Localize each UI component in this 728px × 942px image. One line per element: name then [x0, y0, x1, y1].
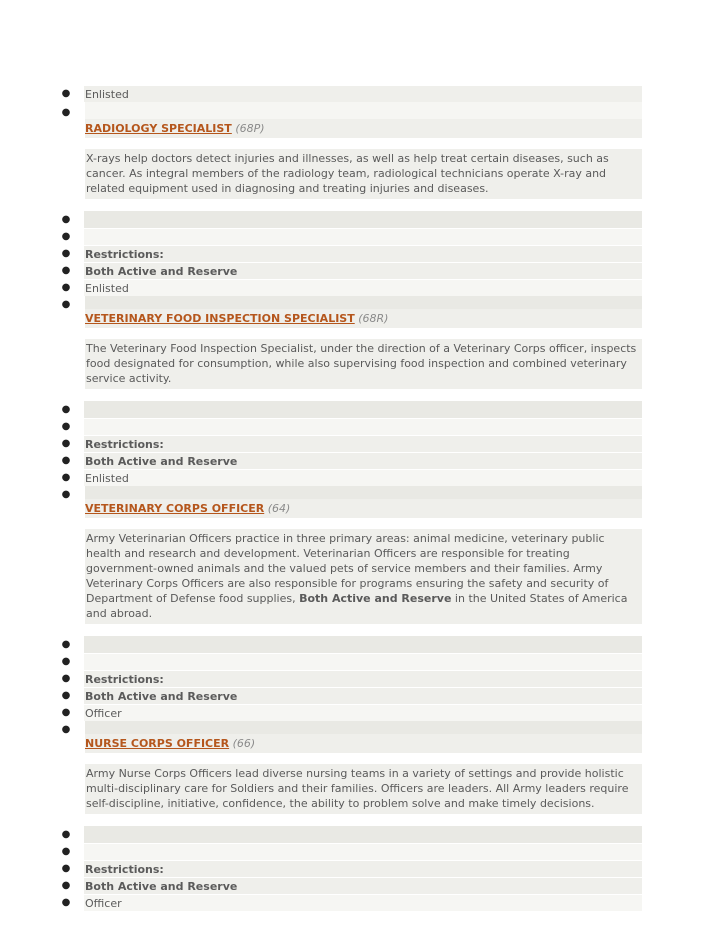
bullet-icon: ●: [61, 299, 71, 310]
career-title: [85, 499, 642, 518]
restrictions-label: Restrictions:: [84, 860, 642, 877]
list-item: [0, 843, 728, 860]
service-type: Both Active and Reserve: [84, 687, 642, 704]
bullet-icon: ●: [61, 107, 71, 118]
career-code: (68R): [358, 312, 389, 325]
list-item: [0, 894, 728, 911]
bullet-icon: ●: [61, 656, 71, 667]
career-description: The Veterinary Food Inspection Specialist, under the direction of a Veterinary Corps officer, inspects food designated for consumption, while also supervising food inspection and combined veterinary service activity.: [85, 339, 642, 389]
bullet-icon: ●: [61, 880, 71, 891]
career-code: (64): [267, 502, 291, 515]
bullet-icon: ●: [61, 88, 71, 99]
list-item: [0, 245, 728, 262]
service-type: Both Active and Reserve: [84, 452, 642, 469]
bullet-icon: ●: [61, 455, 71, 466]
category-text: Enlisted: [84, 469, 642, 486]
bullet-icon: ●: [61, 863, 71, 874]
bullet-icon: ●: [61, 897, 71, 908]
category-text: Enlisted: [84, 279, 642, 296]
list-item: [0, 469, 728, 486]
career-title-link[interactable]: VETERINARY FOOD INSPECTION SPECIALIST: [85, 312, 355, 325]
career-title-link[interactable]: RADIOLOGY SPECIALIST: [85, 122, 232, 135]
bullet-icon: ●: [61, 421, 71, 432]
list-item: [0, 452, 728, 469]
list-item: [0, 211, 728, 228]
bullet-icon: ●: [61, 846, 71, 857]
career-title: [85, 734, 642, 753]
career-entry: [0, 296, 728, 401]
career-description: [85, 529, 642, 624]
bullet-icon: ●: [61, 472, 71, 483]
career-entry: [0, 486, 728, 636]
career-list: [0, 85, 728, 911]
restrictions-label: Restrictions:: [84, 435, 642, 452]
category-text: Officer: [84, 704, 642, 721]
bullet-icon: ●: [61, 639, 71, 650]
list-item: [0, 877, 728, 894]
restrictions-label: Restrictions:: [84, 670, 642, 687]
career-title-link[interactable]: NURSE CORPS OFFICER: [85, 737, 230, 750]
list-item: [0, 670, 728, 687]
bullet-icon: ●: [61, 282, 71, 293]
bullet-icon: ●: [61, 724, 71, 735]
career-description: X-rays help doctors detect injuries and illnesses, as well as help treat certain diseases, such as cancer. As integral members of the radiology team, radiological technicians operate X-ray and related equipment used in diagnosing and treating injuries and diseases.: [85, 149, 642, 199]
category-text: Officer: [84, 894, 642, 911]
restrictions-label: Restrictions:: [84, 245, 642, 262]
service-type: Both Active and Reserve: [84, 877, 642, 894]
list-item: [0, 418, 728, 435]
career-title: [85, 309, 642, 328]
list-item: [0, 279, 728, 296]
list-item: [0, 687, 728, 704]
description-text: in the United States of America and abroad.: [86, 592, 628, 620]
list-item: [0, 262, 728, 279]
bullet-icon: ●: [61, 248, 71, 259]
list-item: [0, 704, 728, 721]
list-item: [0, 228, 728, 245]
career-description: Army Nurse Corps Officers lead diverse nursing teams in a variety of settings and provide holistic multi-disciplinary care for Soldiers and their families. Officers are leaders. All Army leaders require self-discipline, initiative, confidence, the ability to problem solve and make timely decisions.: [85, 764, 642, 814]
career-title-link[interactable]: VETERINARY CORPS OFFICER: [85, 502, 265, 515]
bullet-icon: ●: [61, 489, 71, 500]
category-text: Enlisted: [84, 85, 642, 102]
bullet-icon: ●: [61, 673, 71, 684]
bullet-icon: ●: [61, 231, 71, 242]
bullet-icon: ●: [61, 829, 71, 840]
career-title: [85, 119, 642, 138]
list-item: [0, 401, 728, 418]
list-item: [0, 826, 728, 843]
list-item: [0, 636, 728, 653]
bullet-icon: ●: [61, 214, 71, 225]
bullet-icon: ●: [61, 438, 71, 449]
service-type: Both Active and Reserve: [84, 262, 642, 279]
description-text: Army Veterinarian Officers practice in three primary areas: animal medicine, veterinary public health and research and development. Veterinarian Officers are responsible for treating government-owned animals and the valued pets of service members and their families. Army Veterinary Corps Officers are also responsible for programs ensuring the safety and security of Department of Defense food supplies,: [86, 532, 609, 605]
description-bold: Both Active and Reserve: [299, 592, 452, 605]
career-code: (68P): [235, 122, 265, 135]
list-item: [0, 85, 728, 102]
list-item: [0, 653, 728, 670]
bullet-icon: ●: [61, 265, 71, 276]
bullet-icon: ●: [61, 707, 71, 718]
career-entry: [0, 721, 728, 826]
career-entry: [0, 102, 728, 211]
bullet-icon: ●: [61, 404, 71, 415]
list-item: [0, 435, 728, 452]
bullet-icon: ●: [61, 690, 71, 701]
list-item: [0, 860, 728, 877]
career-code: (66): [232, 737, 256, 750]
